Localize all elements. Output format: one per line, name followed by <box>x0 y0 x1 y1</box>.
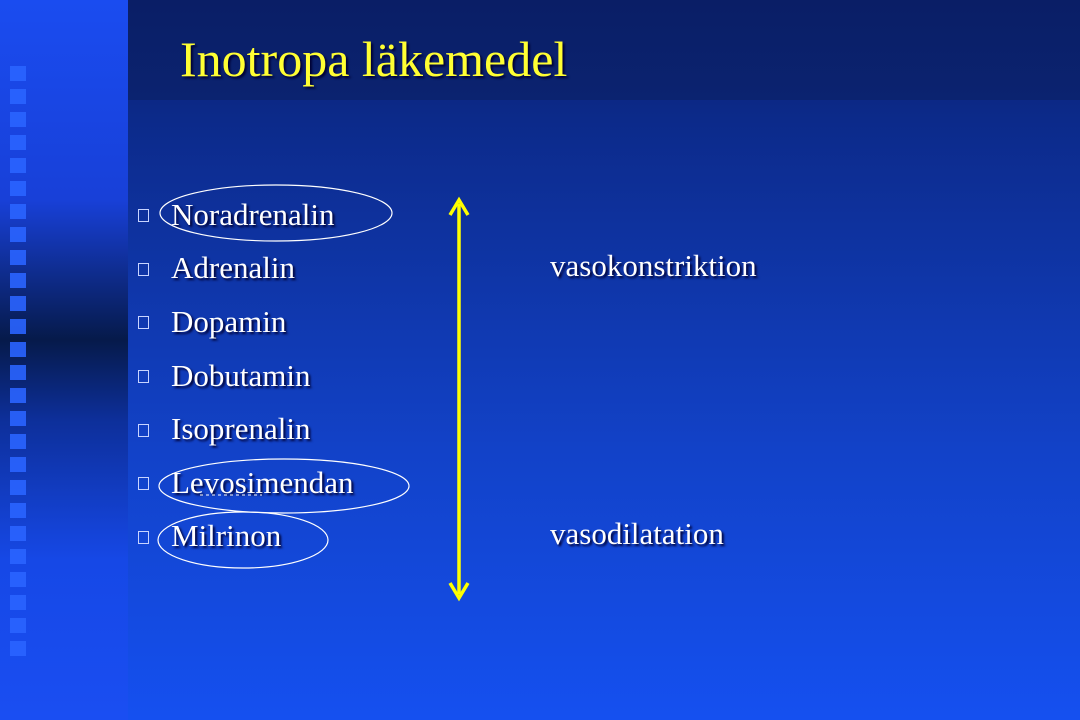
list-item-adrenalin <box>138 242 354 296</box>
list-item-noradrenalin <box>138 188 354 242</box>
vasoconstriction-label: vasokonstriktion <box>550 248 757 283</box>
band-squares-decoration <box>10 66 28 676</box>
square-bullet-icon <box>138 531 149 544</box>
left-decorative-band <box>0 0 128 720</box>
list-item-isoprenalin <box>138 402 354 456</box>
drug-list <box>138 188 354 563</box>
list-item-dopamin <box>138 295 354 349</box>
list-item-label: Dobutamin <box>171 357 311 393</box>
list-item-levosimendan <box>138 456 354 510</box>
list-item-label: Adrenalin <box>171 250 295 286</box>
square-bullet-icon <box>138 477 149 490</box>
list-item-label: Levosimendan <box>171 464 354 500</box>
square-bullet-icon <box>138 209 149 222</box>
list-item-label: Isoprenalin <box>171 411 311 447</box>
square-bullet-icon <box>138 263 149 276</box>
list-item-label: Noradrenalin <box>171 196 335 232</box>
list-item-label: Dopamin <box>171 303 287 339</box>
square-bullet-icon <box>138 316 149 329</box>
double-headed-vertical-arrow-icon <box>450 200 468 598</box>
square-bullet-icon <box>138 370 149 383</box>
list-item-milrinon <box>138 510 354 564</box>
list-item-label: Milrinon <box>171 518 282 554</box>
slide-title: Inotropa läkemedel <box>180 31 568 87</box>
vasodilatation-label: vasodilatation <box>550 516 724 551</box>
square-bullet-icon <box>138 424 149 437</box>
list-item-dobutamin <box>138 349 354 403</box>
